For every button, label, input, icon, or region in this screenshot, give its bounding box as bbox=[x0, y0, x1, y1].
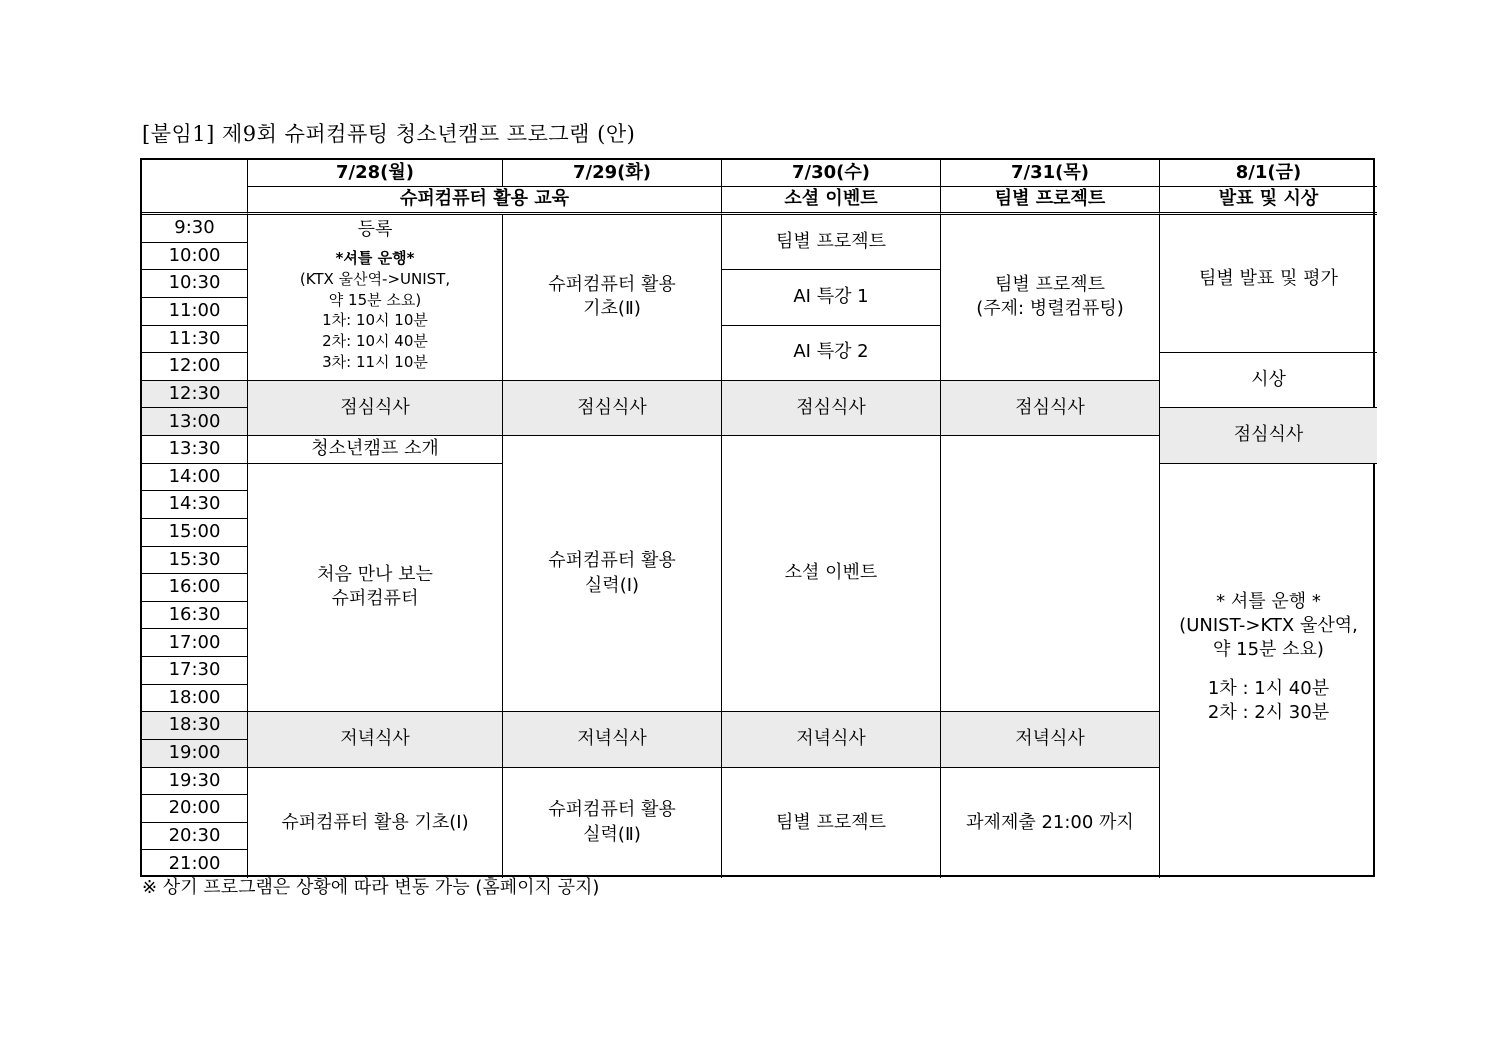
time-slot: 13:00 bbox=[142, 408, 248, 436]
day2-evening-block bbox=[503, 768, 722, 879]
day-header-3: 7/30(수) bbox=[722, 160, 941, 187]
day2-morning-block bbox=[503, 215, 722, 381]
day5-shuttle-route: (UNIST->KTX 울산역, bbox=[1179, 614, 1358, 636]
day1-registration: 등록 bbox=[357, 219, 393, 240]
day-header-5: 8/1(금) bbox=[1160, 160, 1377, 187]
time-slot: 16:30 bbox=[142, 602, 248, 630]
time-slot: 19:00 bbox=[142, 740, 248, 768]
day5-lunch: 점심식사 bbox=[1160, 408, 1377, 463]
day4-morning-line-1: 팀별 프로젝트 bbox=[994, 274, 1106, 296]
day2-morning-line-2: 기초(Ⅱ) bbox=[583, 298, 641, 320]
time-slot: 14:00 bbox=[142, 464, 248, 492]
theme-social: 소셜 이벤트 bbox=[722, 187, 941, 215]
day2-afternoon-line-2: 실력(Ⅰ) bbox=[584, 574, 640, 596]
day5-shuttle-title: * 셔틀 운행 * bbox=[1216, 590, 1321, 612]
day1-intro: 청소년캠프 소개 bbox=[248, 436, 503, 464]
corner-cell bbox=[142, 160, 248, 215]
day5-shuttle-duration: 약 15분 소요) bbox=[1213, 639, 1324, 661]
day1-afternoon-block bbox=[248, 464, 503, 713]
time-slot: 9:30 bbox=[142, 215, 248, 243]
day3-lunch: 점심식사 bbox=[722, 381, 941, 436]
day2-evening-line-1: 슈퍼컴퓨터 활용 bbox=[548, 799, 676, 821]
day-header-2: 7/29(화) bbox=[503, 160, 722, 187]
day4-dinner: 저녁식사 bbox=[941, 712, 1160, 767]
day5-presentation: 팀별 발표 및 평가 bbox=[1160, 215, 1377, 353]
day3-evening: 팀별 프로젝트 bbox=[722, 768, 941, 879]
time-slot: 14:30 bbox=[142, 491, 248, 519]
day2-lunch: 점심식사 bbox=[503, 381, 722, 436]
day4-morning-block bbox=[941, 215, 1160, 381]
day4-lunch: 점심식사 bbox=[941, 381, 1160, 436]
day1-evening: 슈퍼컴퓨터 활용 기초(Ⅰ) bbox=[248, 768, 503, 879]
time-slot: 19:30 bbox=[142, 768, 248, 796]
day1-shuttle-title: *셔틀 운행* bbox=[335, 249, 415, 268]
time-slot: 10:30 bbox=[142, 270, 248, 298]
time-slot: 11:30 bbox=[142, 326, 248, 354]
time-slot: 20:00 bbox=[142, 795, 248, 823]
day5-shuttle-block bbox=[1160, 464, 1377, 878]
time-slot: 16:00 bbox=[142, 574, 248, 602]
time-slot: 21:00 bbox=[142, 850, 248, 878]
theme-award: 발표 및 시상 bbox=[1160, 187, 1377, 215]
day1-afternoon-line-1: 처음 만나 보는 bbox=[317, 564, 433, 586]
time-slot: 15:30 bbox=[142, 547, 248, 575]
day1-shuttle-info bbox=[300, 248, 450, 372]
time-slot: 11:00 bbox=[142, 298, 248, 326]
day1-shuttle-route: (KTX 울산역->UNIST, bbox=[299, 269, 451, 288]
day1-lunch: 점심식사 bbox=[248, 381, 503, 436]
day2-afternoon-line-1: 슈퍼컴퓨터 활용 bbox=[548, 550, 676, 572]
day5-shuttle-time-2: 2차 : 2시 30분 bbox=[1207, 701, 1330, 723]
time-slot: 17:00 bbox=[142, 629, 248, 657]
time-slot: 17:30 bbox=[142, 657, 248, 685]
time-slot: 13:30 bbox=[142, 436, 248, 464]
time-slot: 18:00 bbox=[142, 685, 248, 713]
day2-morning-line-1: 슈퍼컴퓨터 활용 bbox=[548, 274, 676, 296]
day3-dinner: 저녁식사 bbox=[722, 712, 941, 767]
day1-shuttle-time-1: 1차: 10시 10분 bbox=[322, 311, 428, 330]
day5-award: 시상 bbox=[1160, 353, 1377, 408]
day2-dinner: 저녁식사 bbox=[503, 712, 722, 767]
day2-afternoon-block bbox=[503, 436, 722, 712]
day-header-4: 7/31(목) bbox=[941, 160, 1160, 187]
theme-team: 팀별 프로젝트 bbox=[941, 187, 1160, 215]
day3-ai-lecture-1: AI 특강 1 bbox=[722, 270, 941, 325]
day1-shuttle-time-2: 2차: 10시 40분 bbox=[322, 332, 428, 351]
time-slot: 15:00 bbox=[142, 519, 248, 547]
time-slot: 20:30 bbox=[142, 823, 248, 851]
day2-evening-line-2: 실력(Ⅱ) bbox=[583, 823, 641, 845]
day1-afternoon-line-2: 슈퍼컴퓨터 bbox=[331, 588, 419, 610]
schedule-table bbox=[140, 158, 1375, 877]
day4-evening: 과제제출 21:00 까지 bbox=[941, 768, 1160, 879]
day4-afternoon-block bbox=[941, 436, 1160, 712]
theme-education: 슈퍼컴퓨터 활용 교육 bbox=[248, 187, 722, 215]
footnote: ※ 상기 프로그램은 상황에 따라 변동 가능 (홈페이지 공지) bbox=[142, 877, 600, 898]
day3-social-event: 소셜 이벤트 bbox=[722, 436, 941, 712]
time-slot: 18:30 bbox=[142, 712, 248, 740]
day5-shuttle-time-1: 1차 : 1시 40분 bbox=[1207, 677, 1330, 699]
day1-shuttle-duration: 약 15분 소요) bbox=[328, 290, 422, 309]
document-title: [붙임1] 제9회 슈퍼컴퓨팅 청소년캠프 프로그램 (안) bbox=[142, 122, 636, 146]
day-header-1: 7/28(월) bbox=[248, 160, 503, 187]
time-slot: 12:30 bbox=[142, 381, 248, 409]
day1-dinner: 저녁식사 bbox=[248, 712, 503, 767]
day1-shuttle-time-3: 3차: 11시 10분 bbox=[322, 352, 428, 371]
day3-team-project: 팀별 프로젝트 bbox=[722, 215, 941, 270]
day1-morning-block bbox=[248, 215, 503, 381]
day4-morning-line-2: (주제: 병렬컴퓨팅) bbox=[976, 298, 1124, 320]
day3-ai-lecture-2: AI 특강 2 bbox=[722, 326, 941, 381]
time-slot: 12:00 bbox=[142, 353, 248, 381]
time-slot: 10:00 bbox=[142, 243, 248, 271]
